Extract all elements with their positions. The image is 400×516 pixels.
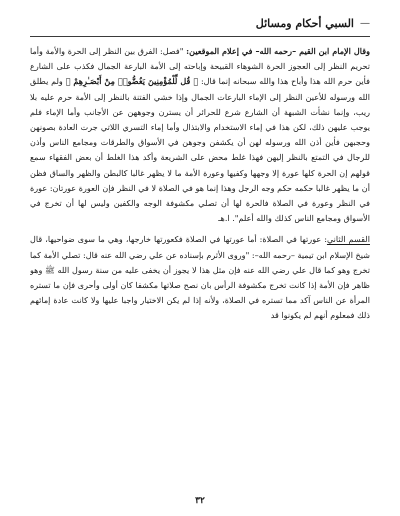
paragraph-1 — [30, 44, 370, 226]
paragraph-1-text-continued: ولم يطلق الله ورسوله للأعين النظر إلى الإماء البارعات الجمال وإذا خشي الفتنة بالنظر إلى الأمة حرم عليه بلا ريب، وإنما نشأت الشبهة أن الشارع شرع للحرائر أن يسترن وجوههن عن الأجانب وأما الإماء فلم يوجب عليهن ذلك، لكن هذا في إماء الاستخدام والابتذال وأما إماء التسري اللاتي جرت العادة بصونهن وحجبهن فأين أذن الله ورسوله لهن أن يكشفن وجوهن في الأسواق والطرقات ومجامع الناس وأذن للرجال في التمتع بالنظر إليهن فهذا غلط محض على الشريعة وأكد هذا الغلط أن بعض الفقهاء سمع قولهم إن الحرة كلها عورة إلا وجهها وكفيها وعورة الأمة ما لا يظهر غالبا كالبطن والظهر والساق فظن أن ما يظهر غالبا حكمه حكم وجه الرجل وهذا إنما هو في الصلاة لا في النظر فإن العورة عورتان: عورة في النظر وعورة في الصلاة فالحرة لها أن تصلي مكشوفة الوجه والكفين وليس لها أن تخرج في الأسواق ومجامع الناس كذلك والله أعلم". ا.هـ — [30, 76, 370, 224]
section-label: القسم الثاني — [326, 234, 370, 245]
paragraph-1-text: "فصل: الفرق بين النظر إلى الحرة والأمة وأما تحريم النظر إلى العجوز الحرة الشوهاء القبيحة وإباحته إلى الأمة البارعة الجمال فكذب على الشارع فأين حرم الله هذا وأباح هذا والله سبحانه إنما قال: — [30, 46, 370, 87]
paragraph-2 — [30, 232, 370, 323]
quran-verse: ﴿ قُل لِّلْمُؤْمِنِينَ يَغُضُّوا۟ مِنْ أَبْصَـٰرِهِمْ ﴾ — [65, 76, 199, 87]
paragraph-1-lead: وقال الإمام ابن القيم –رحمه الله– في إعلام الموقعين: — [186, 46, 370, 56]
page-number: ٣٢ — [195, 496, 205, 506]
running-header — [30, 14, 370, 37]
header-ornament: — — [360, 18, 370, 29]
header-title: السبي أحكام ومسائل — [255, 17, 354, 30]
body-text — [30, 44, 370, 488]
paragraph-2-text: : عورتها في الصلاة: أما عورتها في الصلاة فكعورتها خارجها، وهي ما سوى ضواحيها، قال شيخ الإسلام ابن تيمية –رحمه الله–: "وروى الأثرم بإسناده عن علي رضي الله عنه قال: تصلي الأمة كما تخرج وهو كما قال علي رضي الله عنه فإن مثل هذا لا يجوز أن يخفى عليه من سنة رسول الله ﷺ وهو ظاهر فإن الأمة إذا كانت تخرج مكشوفة الرأس بان نصح صلاتها مكشفا كان أولى وأحرى فإن ما تستره المرأة عن الناس آكد مما تستره في الصلاة، ولأنه إذا لم يكن الاختيار واجبا عليها ولا كانت عادة إمائهم ذلك فمعلوم أنهم لم يكونوا قد — [30, 234, 370, 321]
